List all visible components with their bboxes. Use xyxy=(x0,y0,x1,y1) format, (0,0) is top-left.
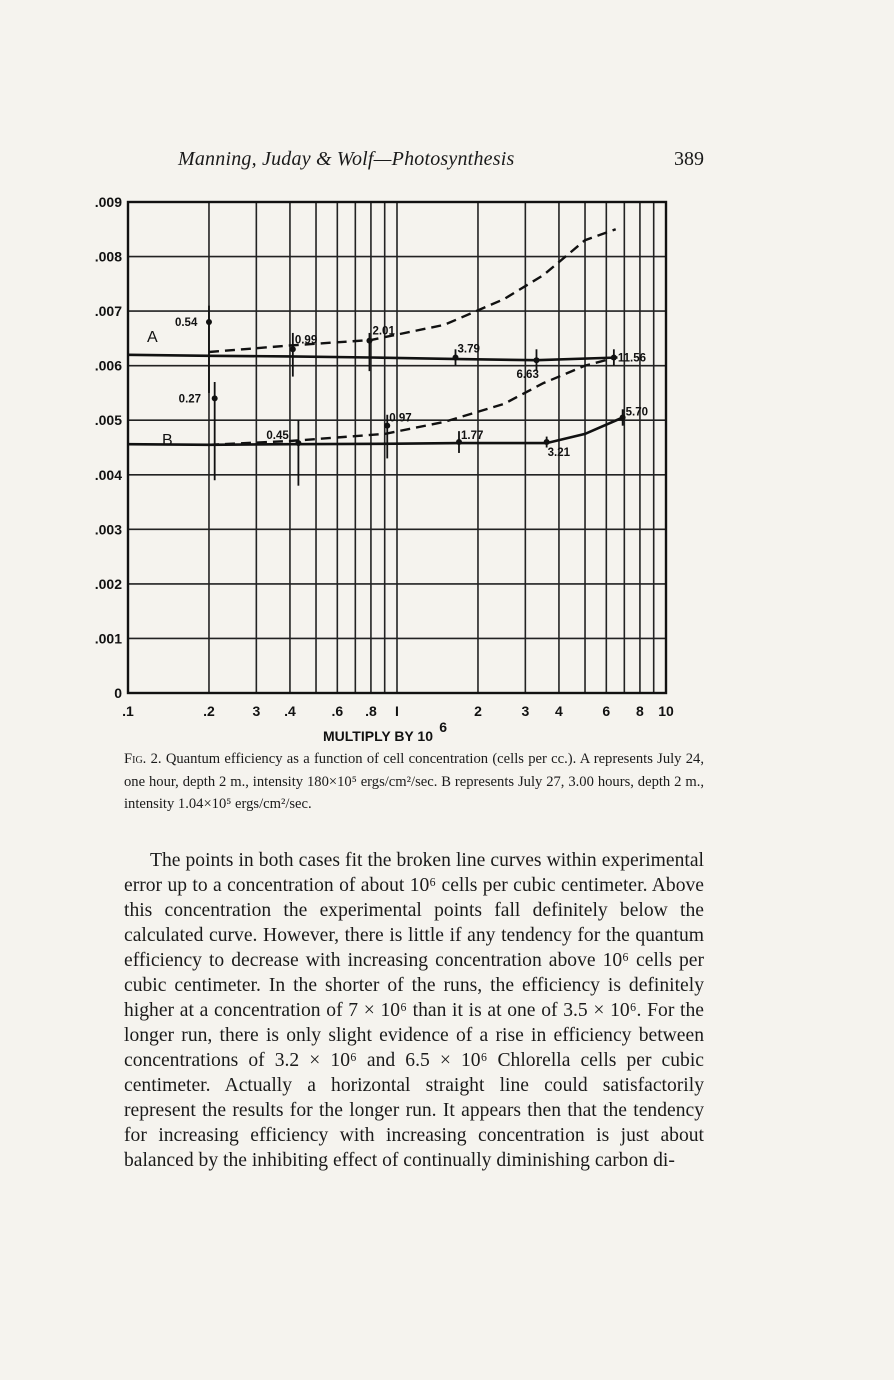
y-tick-label: .004 xyxy=(94,466,122,483)
x-tick-label: 10 xyxy=(658,703,674,719)
body-paragraph: The points in both cases fit the broken line curves within experimental error up to a concentration of about 10⁶ cells per cubic centimeter. Above this concentration the experimental points fall definitely below the calculated curve. However, there is little if any tendency for the quantum efficiency to decrease with increasing concentration above 10⁶ cells per cubic centimeter. In the shorter of the runs, the efficiency is definitely higher at a concentration of 7 × 10⁶ than it is at one of 3.5 × 10⁶. For the longer run, there is only slight evidence of a rise in efficiency between concentrations of 3.2 × 10⁶ and 6.5 × 10⁶ Chlorella cells per cubic centimeter. Actually a horizontal straight line could satisfactorily represent the results for the longer run. It appears then that the tendency for increasing efficiency with increasing concentration is just about balanced by the inhibiting effect of continually diminishing carbon di- xyxy=(124,850,704,1171)
running-title: Manning, Juday & Wolf—Photosynthesis xyxy=(178,148,515,170)
data-point-label: 0.45 xyxy=(266,430,289,443)
data-point-label: 0.97 xyxy=(389,412,412,425)
y-tick-label: .006 xyxy=(94,357,122,374)
data-point xyxy=(533,357,539,363)
series-label-A: A xyxy=(147,329,158,346)
x-tick-label: 4 xyxy=(555,703,563,719)
data-point-label: 11.56 xyxy=(617,352,647,365)
series-label-B: B xyxy=(162,432,173,449)
observed-curve-A xyxy=(128,355,618,360)
chart-svg xyxy=(60,190,700,750)
x-tick-label: I xyxy=(395,703,399,719)
data-point-label: 0.27 xyxy=(178,393,202,406)
calculated-curve-A xyxy=(209,229,616,352)
y-tick-label: 0 xyxy=(114,685,122,701)
y-tick-label: .008 xyxy=(94,248,122,265)
data-point-label: 6.63 xyxy=(516,369,539,382)
x-axis-label-exponent: 6 xyxy=(439,719,447,735)
y-tick-label: .009 xyxy=(94,194,122,210)
data-point xyxy=(290,346,296,352)
caption-label: Fig. 2. xyxy=(124,751,162,767)
data-point-label: 5.70 xyxy=(625,406,649,419)
x-tick-label: 8 xyxy=(636,703,644,719)
x-tick-label: 6 xyxy=(602,703,611,719)
x-tick-label: 3 xyxy=(521,703,530,719)
data-point-label: 0.99 xyxy=(294,334,318,347)
figure-chart xyxy=(60,190,700,750)
data-point xyxy=(212,395,218,401)
data-point-label: 3.21 xyxy=(547,447,571,460)
body-text xyxy=(124,848,704,1173)
running-head xyxy=(178,148,704,178)
data-point-label: 2.01 xyxy=(372,325,395,338)
x-tick-label: .2 xyxy=(203,703,215,719)
data-point-label: 0.54 xyxy=(174,317,198,330)
data-point xyxy=(544,439,550,445)
y-tick-label: .002 xyxy=(94,575,122,592)
y-tick-label: .001 xyxy=(94,630,122,647)
x-tick-label: 2 xyxy=(474,703,482,719)
figure-caption xyxy=(124,748,704,816)
y-tick-label: .005 xyxy=(94,412,122,429)
data-point xyxy=(295,440,301,446)
x-tick-label: .6 xyxy=(331,703,344,719)
data-point xyxy=(206,319,212,325)
x-tick-label: 3 xyxy=(252,703,261,719)
x-tick-label: .4 xyxy=(284,703,296,719)
caption-text: Quantum efficiency as a function of cell concentration (cells per cc.). A represents July 24, one hour, depth 2 m., intensity 180×10⁵ ergs/cm²/sec. B represents July 27, 3.00 hours, depth 2 m., intensity 1.04×10⁵ ergs/cm²/sec. xyxy=(124,751,704,812)
x-tick-label: .8 xyxy=(365,703,377,719)
y-tick-label: .003 xyxy=(94,521,122,538)
page-number: 389 xyxy=(674,148,704,170)
data-point-label: 3.79 xyxy=(457,343,480,356)
data-point xyxy=(366,338,372,344)
data-point-label: 1.77 xyxy=(460,430,484,443)
y-tick-label: .007 xyxy=(94,303,122,320)
x-tick-label: .1 xyxy=(122,703,134,719)
x-axis-label: MULTIPLY BY 10 xyxy=(323,728,433,744)
